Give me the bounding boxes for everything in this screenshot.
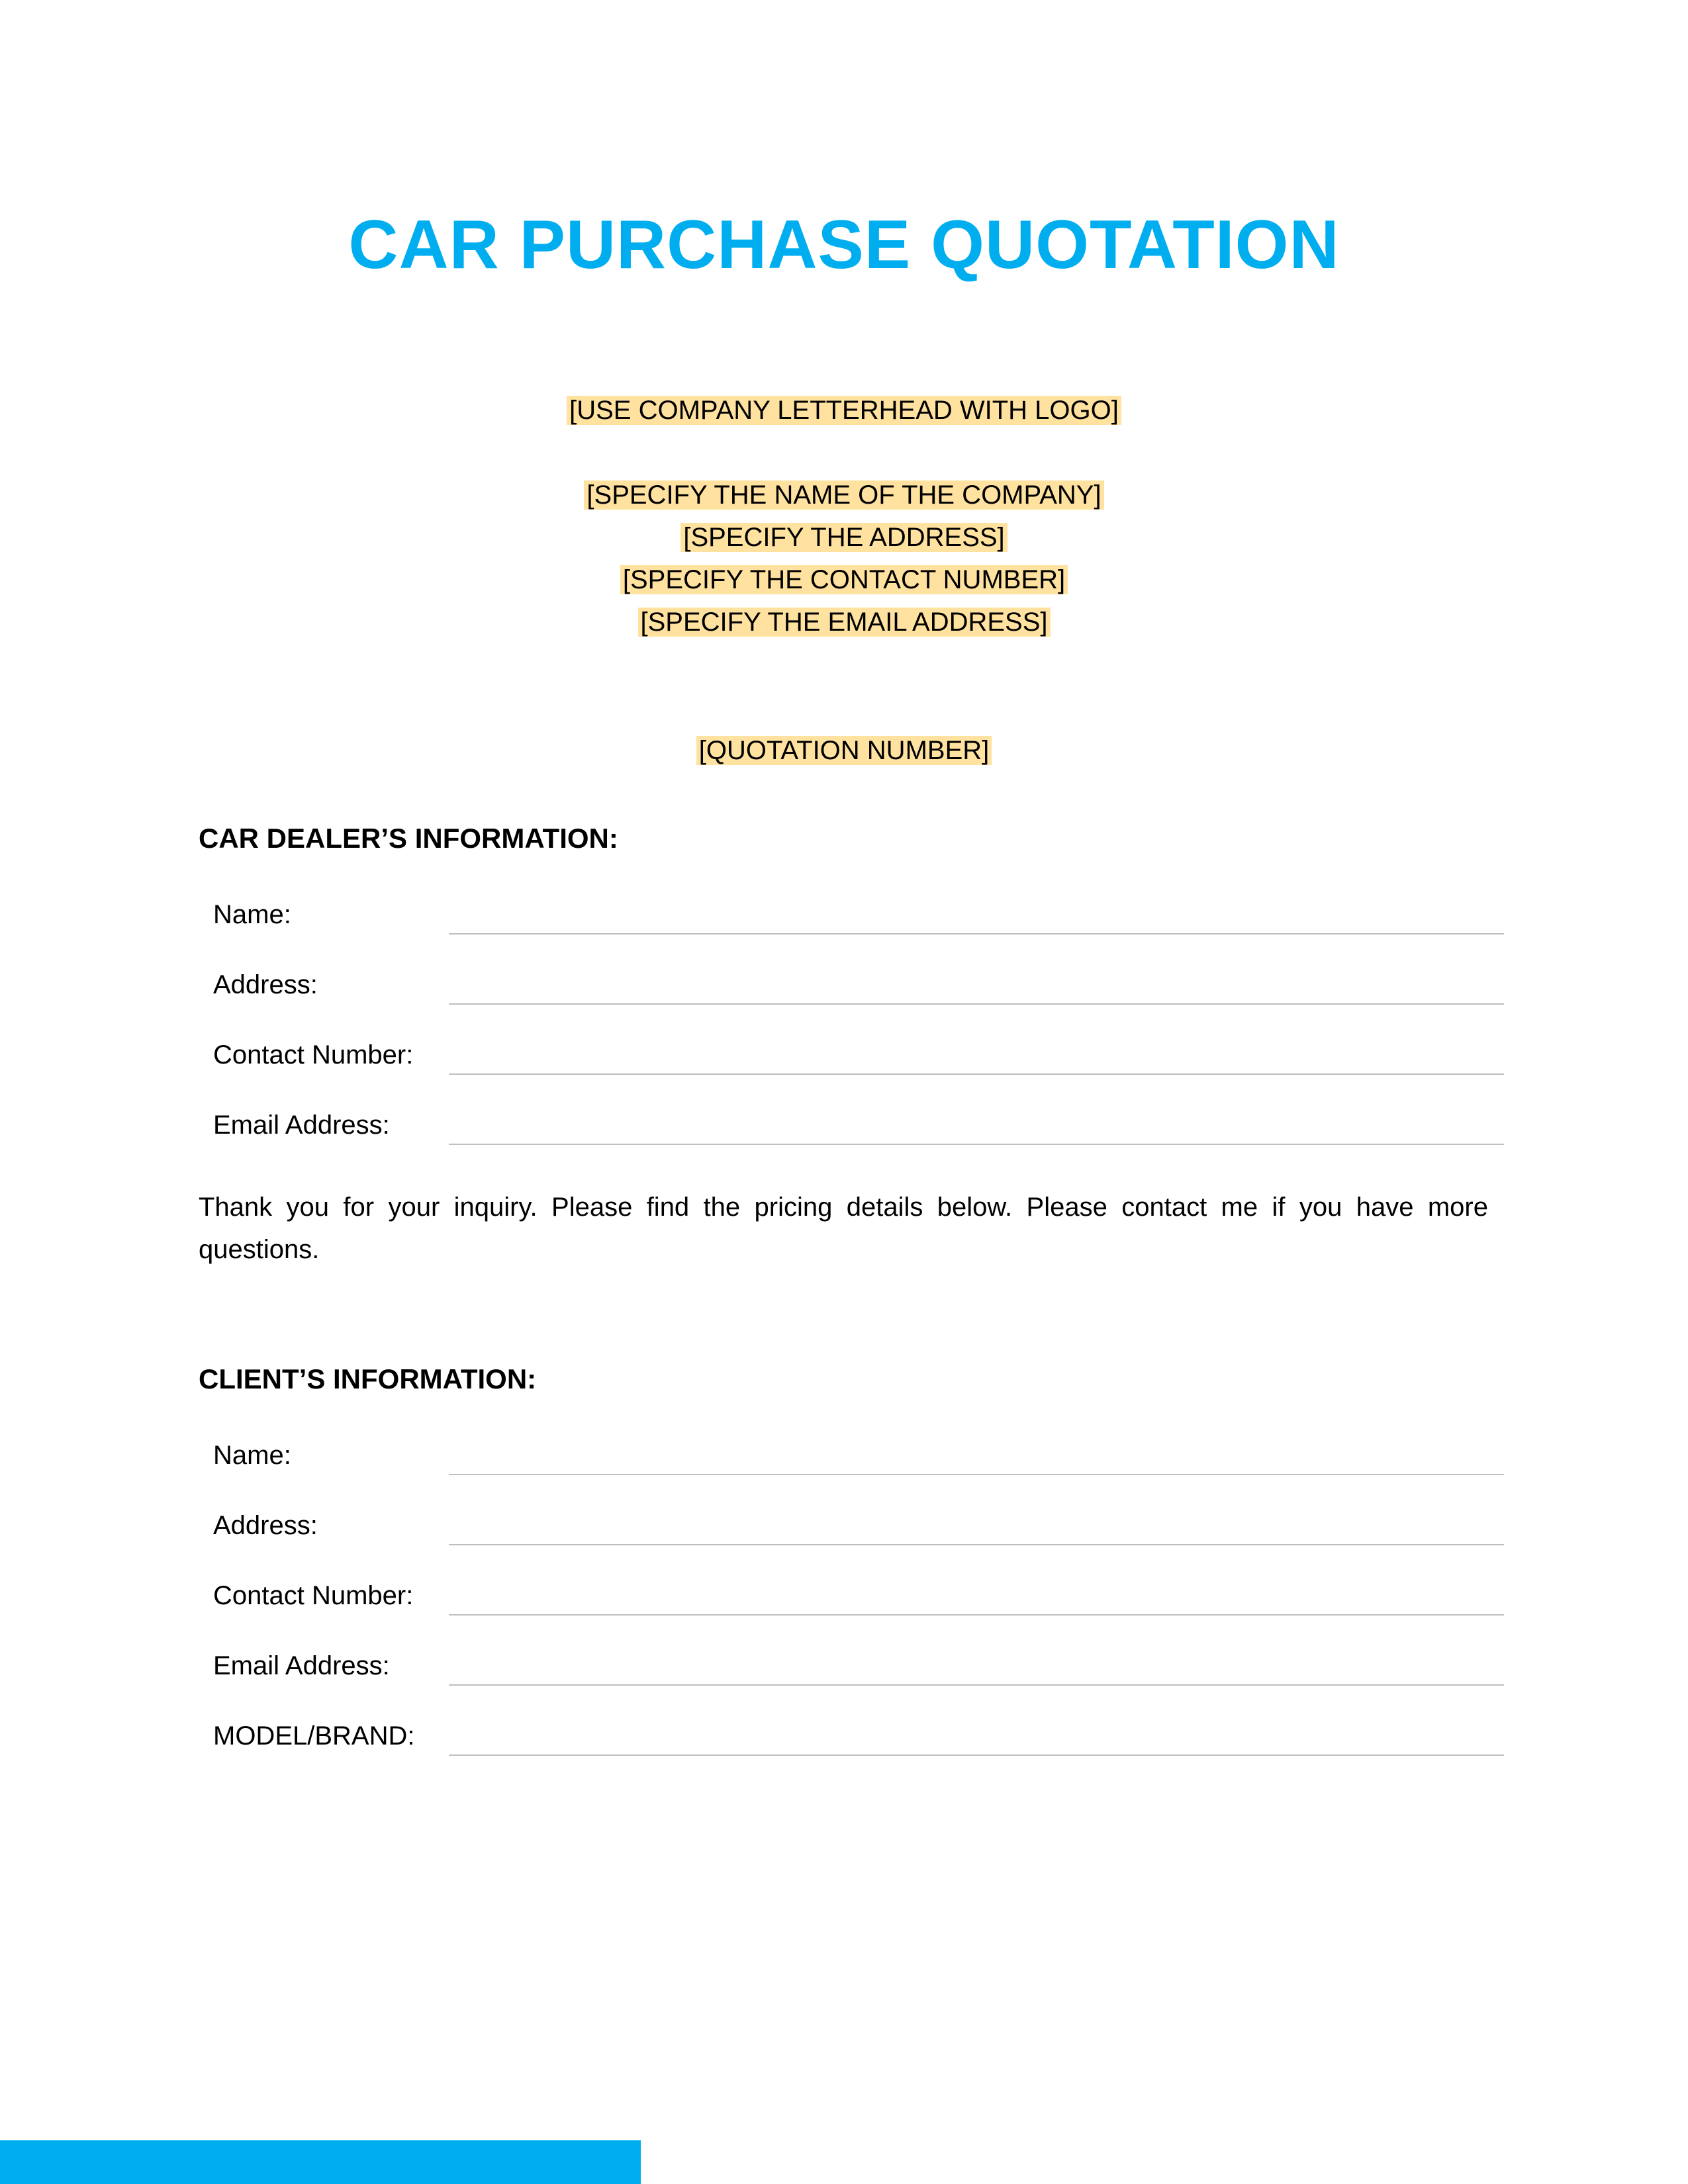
dealer-contact-row xyxy=(213,1035,1504,1075)
letterhead-logo-line xyxy=(0,390,1688,430)
dealer-address-label: Address: xyxy=(213,970,318,999)
client-address-label: Address: xyxy=(213,1511,318,1540)
client-name-row xyxy=(213,1435,1504,1475)
client-email-label: Email Address: xyxy=(213,1651,390,1680)
client-name-field[interactable] xyxy=(449,1474,1504,1475)
client-name-label: Name: xyxy=(213,1441,291,1470)
client-address-row xyxy=(213,1506,1504,1545)
dealer-address-row xyxy=(213,965,1504,1005)
company-address-placeholder: [SPECIFY THE ADDRESS] xyxy=(680,523,1007,552)
dealer-section-heading: CAR DEALER’S INFORMATION: xyxy=(199,823,618,854)
dealer-name-field[interactable] xyxy=(449,933,1504,934)
dealer-name-label: Name: xyxy=(213,900,291,929)
intro-paragraph: Thank you for your inquiry. Please find the pricing details below. Please contact me if you have more questions. xyxy=(199,1193,1488,1264)
dealer-address-field[interactable] xyxy=(449,1003,1504,1005)
company-name-placeholder: [SPECIFY THE NAME OF THE COMPANY] xyxy=(584,480,1103,510)
company-address-line xyxy=(0,518,1688,557)
company-contact-line xyxy=(0,560,1688,600)
client-email-row xyxy=(213,1646,1504,1686)
client-contact-field[interactable] xyxy=(449,1614,1504,1615)
dealer-email-row xyxy=(213,1105,1504,1145)
client-section-heading: CLIENT’S INFORMATION: xyxy=(199,1363,537,1394)
dealer-contact-label: Contact Number: xyxy=(213,1040,414,1069)
client-email-field[interactable] xyxy=(449,1684,1504,1686)
company-name-line xyxy=(0,475,1688,515)
dealer-email-label: Email Address: xyxy=(213,1111,390,1140)
footer-accent-bar xyxy=(0,2140,641,2184)
dealer-name-row xyxy=(213,895,1504,934)
client-model-label: MODEL/BRAND: xyxy=(213,1721,415,1751)
client-contact-label: Contact Number: xyxy=(213,1581,414,1610)
company-email-line xyxy=(0,602,1688,642)
client-contact-row xyxy=(213,1576,1504,1615)
dealer-contact-field[interactable] xyxy=(449,1073,1504,1075)
letterhead-logo-placeholder: [USE COMPANY LETTERHEAD WITH LOGO] xyxy=(567,396,1121,425)
document-title: CAR PURCHASE QUOTATION xyxy=(348,206,1340,283)
company-email-placeholder: [SPECIFY THE EMAIL ADDRESS] xyxy=(638,608,1051,637)
quotation-number-line xyxy=(0,731,1688,770)
client-address-field[interactable] xyxy=(449,1544,1504,1545)
company-contact-placeholder: [SPECIFY THE CONTACT NUMBER] xyxy=(620,565,1068,594)
quotation-number-placeholder: [QUOTATION NUMBER] xyxy=(696,736,992,765)
client-model-field[interactable] xyxy=(449,1754,1504,1756)
client-model-row xyxy=(213,1716,1504,1756)
dealer-email-field[interactable] xyxy=(449,1144,1504,1145)
